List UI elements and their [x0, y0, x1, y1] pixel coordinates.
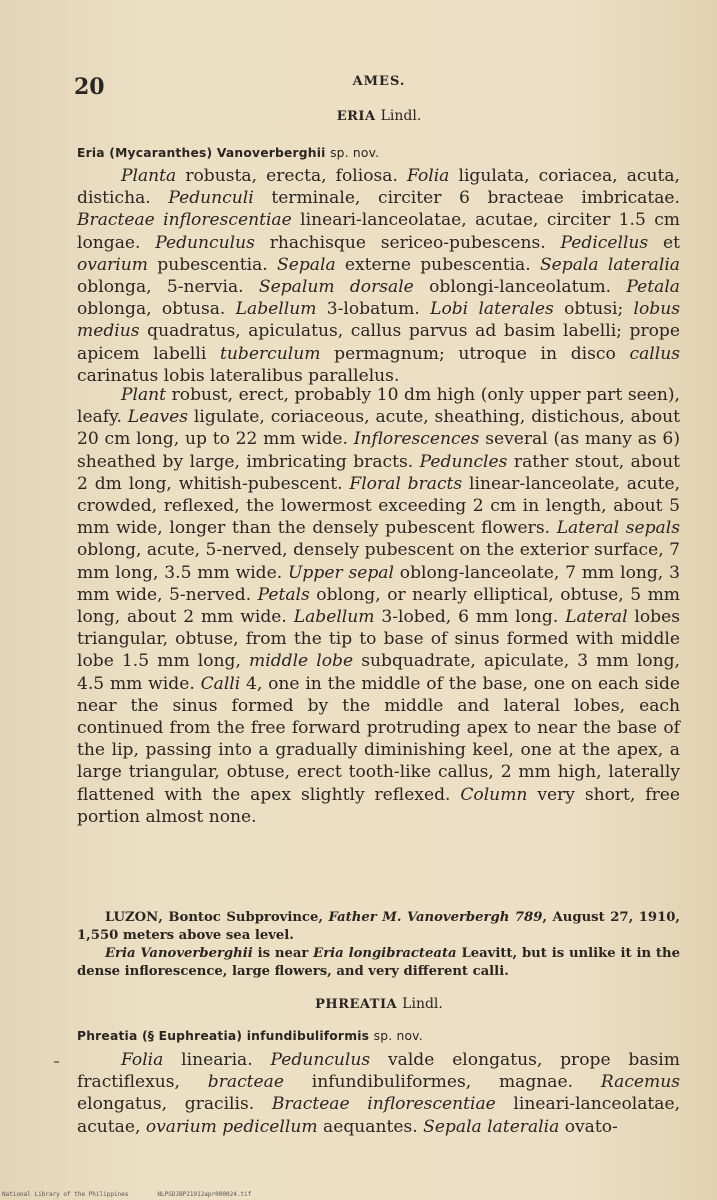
genus-author: Lindl.	[380, 108, 422, 124]
running-head: AMES.	[352, 74, 406, 89]
paragraph-mark	[54, 1061, 59, 1063]
english-description-eria: Plant robust, erect, probably 10 dm high (only upper part seen), leafy. Leaves ligulate, coriaceous, acute, sheathing, distichous, about 20 cm long, up to 22 mm wide. Inflorescences several (as many as 6) sheathed by large, imbricating bracts. Peduncles rather stout, about 2 dm long, whitish-pubescent. Floral bracts linear-lanceolate, acute, crowded, reflexed, the lowermost exceeding 2 cm in length, about 5 mm wide, longer than the densely pubescent flowers. Lateral sepals oblong, acute, 5-nerved, densely pubescent on the exterior surface, 7 mm long, 3.5 mm wide. Upper sepal oblong-lanceolate, 7 mm long, 3 mm wide, 5-nerved. Petals oblong, or nearly elliptical, obtuse, 5 mm long, about 2 mm wide. Labellum 3-lobed, 6 mm long. Lateral lobes triangular, obtuse, from the tip to base of sinus formed with middle lobe 1.5 mm long, middle lobe subquadrate, apiculate, 3 mm long, 4.5 mm wide. Calli 4, one in the middle of the base, one on each side near the sinus formed by the middle and lateral lobes, each continued from the free forward protruding apex to near the base of the lip, passing into a gradually diminishing keel, one at the apex, a large triangular, obtuse, erect tooth-like callus, 2 mm high, laterally flattened with the apex slightly reflexed. Column very short, free portion almost none.	[77, 385, 681, 827]
latin-description-phreatia: Folia linearia. Pedunculus valde elongatus, prope basim fractiflexus, bracteae infundibuliformes, magnae. Racemus elongatus, gracilis. Bracteae inflorescentiae lineari-lanceolatae, acutae, ovarium pedicellum aequantes. Sepala lateralia ovato-	[77, 1050, 681, 1137]
page-number: 20	[74, 74, 105, 100]
species-heading-phreatia	[77, 1029, 687, 1043]
genus-name: PHREATIA	[315, 997, 398, 1012]
page-header	[74, 70, 684, 104]
latin-description-eria: Planta robusta, erecta, foliosa. Folia ligulata, coriacea, acuta, disticha. Pedunculi terminale, circiter 6 bracteae imbricatae. Bracteae inflorescentiae lineari-lanceolatae, acutae, circiter 1.5 cm longae. Pedunculus rhachisque sericeo-pubescens. Pedicellus et ovarium pubescentia. Sepala externe pubescentia. Sepala lateralia oblonga, 5-nervia. Sepalum dorsale oblongi-lanceolatum. Petala oblonga, obtusa. Labellum 3-lobatum. Lobi laterales obtusi; lobus medius quadratus, apiculatus, callus parvus ad basim labelli; prope apicem labelli tuberculum permagnum; utroque in disco callus carinatus lobis lateralibus parallelus.	[77, 166, 681, 386]
species-status: sp. nov.	[373, 1029, 423, 1043]
genus-author: Lindl.	[402, 996, 443, 1012]
scan-credit: National Library of the Philippines	[2, 1191, 129, 1198]
scan-id: NLPSDJBP21912apr000024.tif	[157, 1191, 252, 1198]
genus-heading-eria	[74, 108, 684, 124]
species-title: Eria (Mycaranthes) Vanoverberghii	[77, 146, 326, 160]
species-title: Phreatia (§ Euphreatia) infundibuliformis	[77, 1029, 370, 1043]
species-status: sp. nov.	[330, 146, 380, 160]
species-heading-eria	[77, 146, 687, 160]
scan-footer	[2, 1191, 251, 1198]
genus-name: ERIA	[336, 109, 376, 124]
genus-heading-phreatia	[74, 996, 684, 1012]
specimen-citation: LUZON, Bontoc Subprovince, Father M. Vanoverbergh 789, August 27, 1910, 1,550 meters above sea level.	[77, 910, 681, 943]
comparative-note: Eria Vanoverberghii is near Eria longibracteata Leavitt, but is unlike it in the dense inflorescence, large flowers, and very different calli.	[77, 946, 680, 979]
